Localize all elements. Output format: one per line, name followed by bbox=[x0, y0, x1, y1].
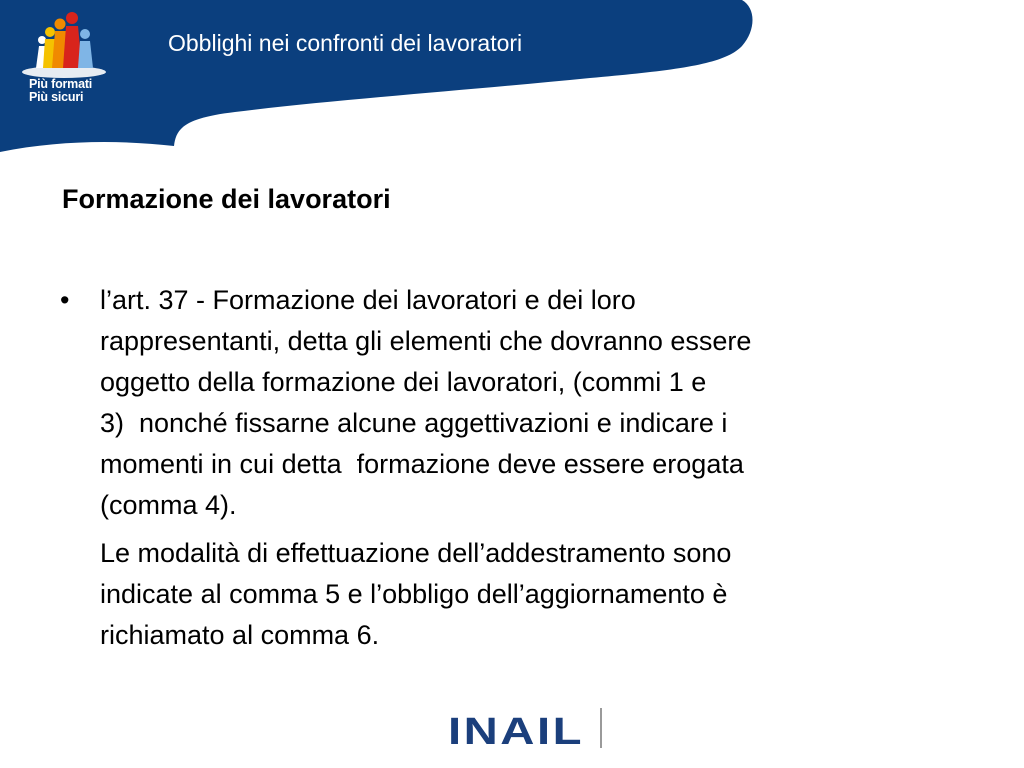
logo-line-1: Più formati bbox=[29, 77, 93, 91]
bullet-item bbox=[60, 280, 960, 656]
paragraph-line: momenti in cui detta formazione deve essere erogata bbox=[100, 449, 744, 479]
header-banner bbox=[0, 0, 1024, 160]
paragraph-line: rappresentanti, detta gli elementi che dovranno essere bbox=[100, 326, 752, 356]
inail-logo-divider bbox=[600, 708, 602, 748]
paragraph-line: l’art. 37 - Formazione dei lavoratori e dei loro bbox=[100, 285, 636, 315]
paragraph-1 bbox=[100, 280, 950, 526]
paragraph-line: indicate al comma 5 e l’obbligo dell’aggiornamento è bbox=[100, 579, 728, 609]
inail-logo-text: INAIL bbox=[448, 711, 584, 753]
header-title: Obblighi nei confronti dei lavoratori bbox=[168, 30, 523, 56]
bullet-icon: • bbox=[60, 285, 70, 315]
paragraph-line: richiamato al comma 6. bbox=[100, 620, 380, 650]
paragraph-2 bbox=[100, 533, 950, 656]
paragraph-line: oggetto della formazione dei lavoratori, (commi 1 e bbox=[100, 367, 707, 397]
inail-logo bbox=[448, 706, 608, 754]
bullet-body bbox=[100, 280, 950, 656]
paragraph-line: (comma 4). bbox=[100, 490, 237, 520]
paragraph-line: 3) nonché fissarne alcune aggettivazioni e indicare i bbox=[100, 408, 728, 438]
section-heading: Formazione dei lavoratori bbox=[62, 184, 391, 214]
paragraph-line: Le modalità di effettuazione dell’addestramento sono bbox=[100, 538, 732, 568]
logo-line-2: Più sicuri bbox=[29, 90, 84, 104]
logo bbox=[10, 6, 120, 114]
